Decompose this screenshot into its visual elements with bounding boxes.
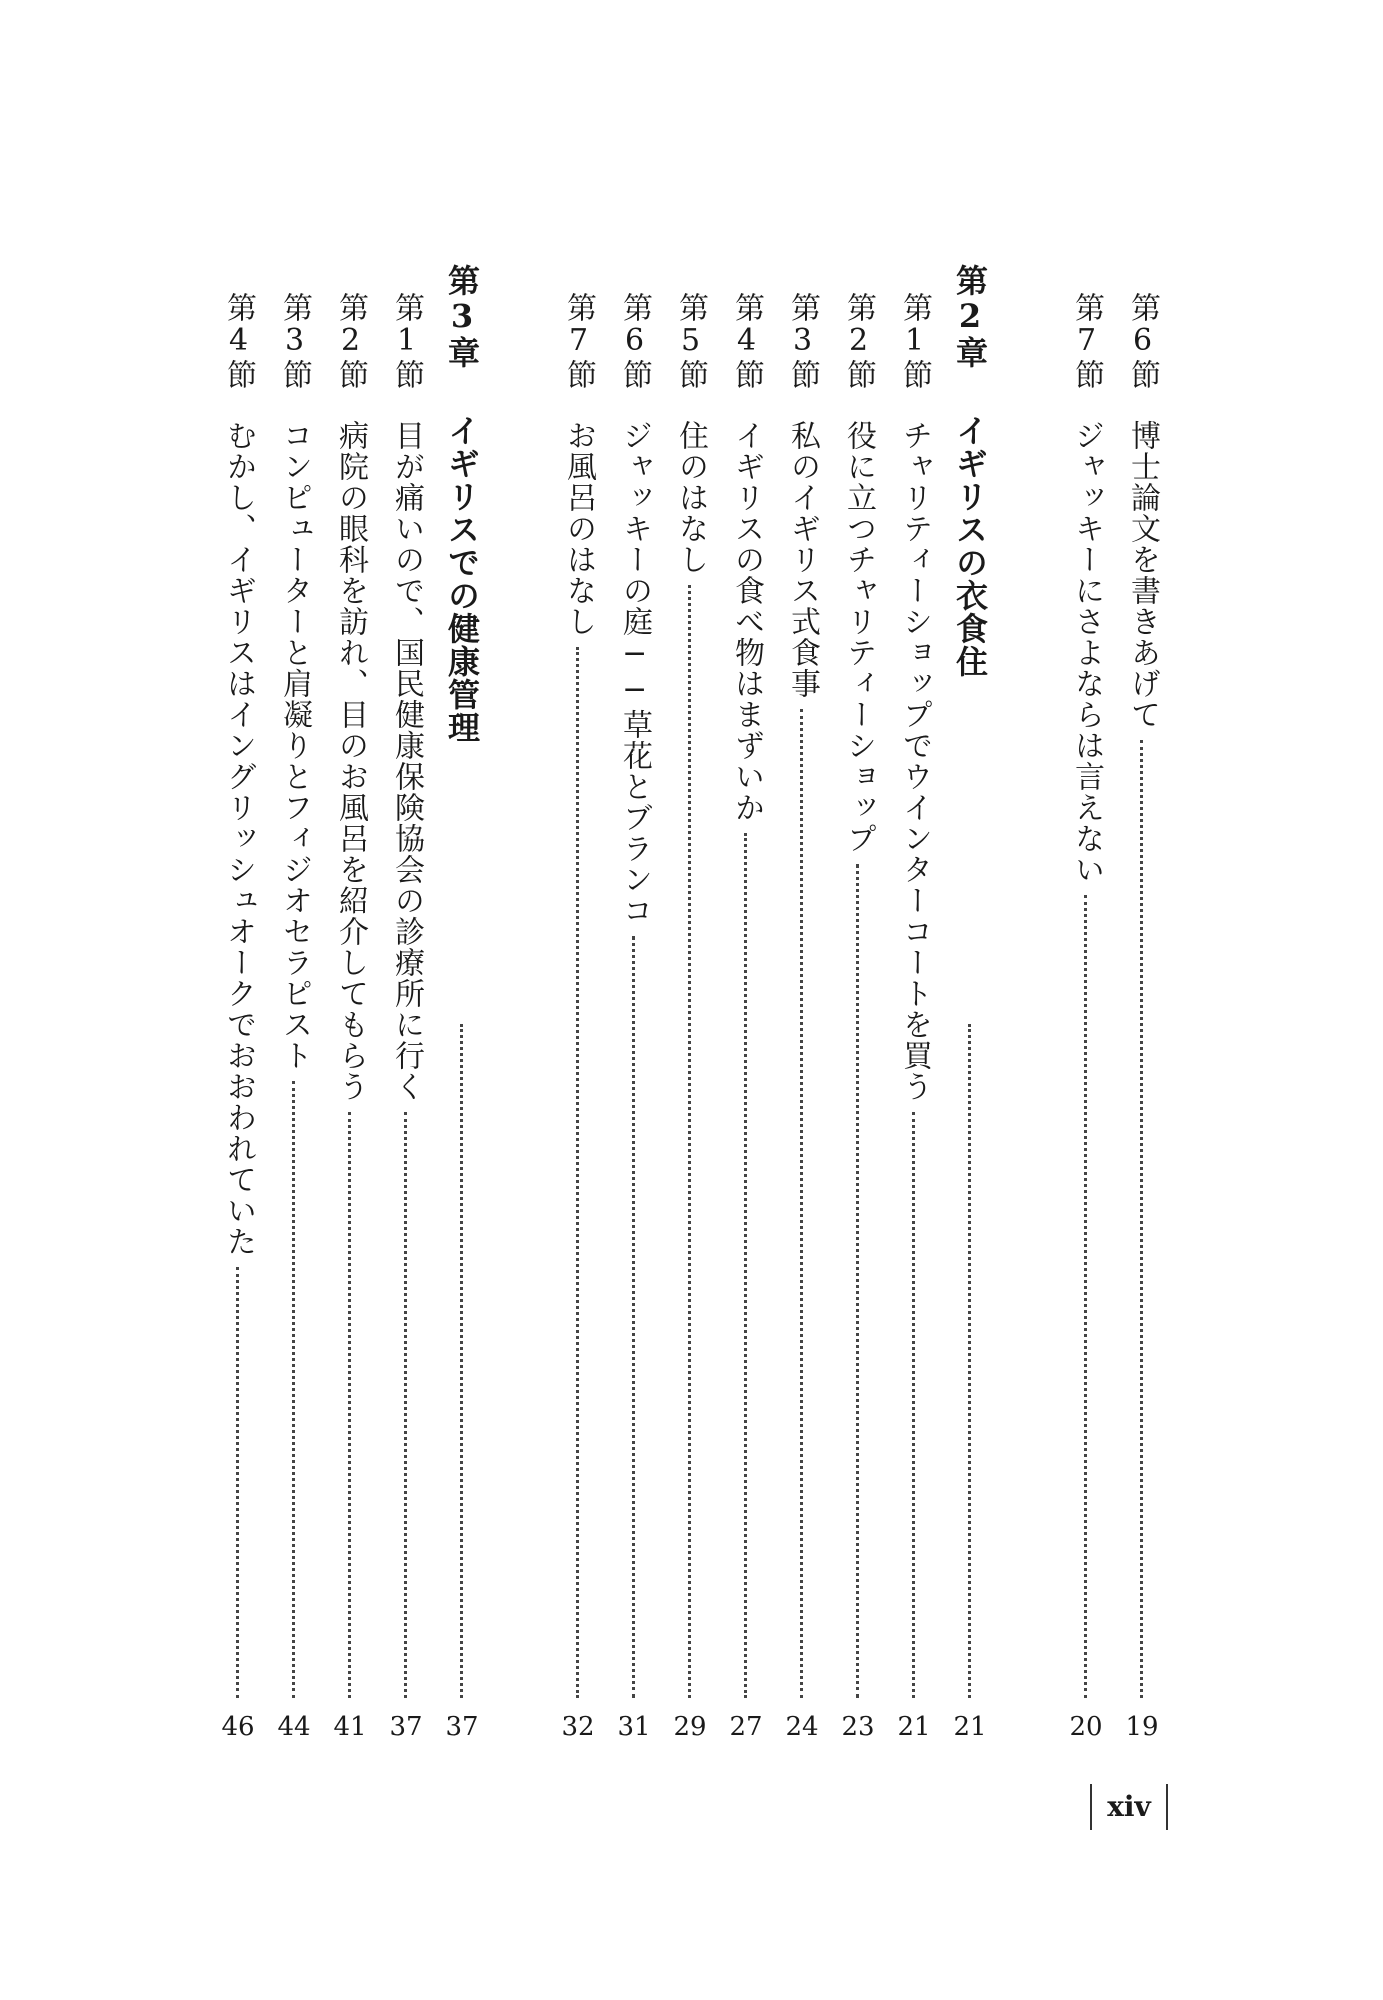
section-title: お風呂のはなし xyxy=(561,420,596,637)
page-number: 31 xyxy=(617,1712,651,1742)
chapter-title: イギリスの衣食住 xyxy=(951,414,989,678)
section-title: 博士論文を書きあげて xyxy=(1125,420,1160,730)
toc-entry xyxy=(836,292,880,1748)
dot-leader xyxy=(744,833,747,1698)
section-number: 第6節 xyxy=(617,292,652,390)
section-number: 第7節 xyxy=(1069,292,1104,390)
page-number: 21 xyxy=(953,1712,987,1742)
section-title: ジャッキーの庭──草花とブランコ xyxy=(617,420,652,926)
dot-leader xyxy=(348,1112,351,1698)
dot-leader xyxy=(236,1267,239,1698)
toc-chapter xyxy=(440,264,484,1742)
folio-rule-left xyxy=(1090,1784,1092,1830)
toc-entry xyxy=(556,292,600,1748)
page-number: 19 xyxy=(1125,1712,1159,1742)
page-number: 20 xyxy=(1069,1712,1103,1742)
page-number: 41 xyxy=(333,1712,367,1742)
page-number: 24 xyxy=(785,1712,819,1742)
section-title: 病院の眼科を訪れ、目のお風呂を紹介してもらう xyxy=(333,420,368,1102)
page-number: 23 xyxy=(841,1712,875,1742)
dot-leader xyxy=(856,864,859,1698)
folio-rule-right xyxy=(1166,1784,1168,1830)
section-title: チャリティーショップでウインターコートを買う xyxy=(897,420,932,1102)
section-title: 役に立つチャリティーショップ xyxy=(841,420,876,854)
chapter-title: イギリスでの健康管理 xyxy=(443,414,481,744)
dot-leader xyxy=(632,936,635,1698)
section-number: 第1節 xyxy=(897,292,932,390)
section-number: 第6節 xyxy=(1125,292,1160,390)
section-number: 第5節 xyxy=(673,292,708,390)
dot-leader xyxy=(460,1024,463,1698)
page-number: 32 xyxy=(561,1712,595,1742)
section-title: コンピューターと肩凝りとフィジオセラピスト xyxy=(277,420,312,1071)
dot-leader xyxy=(688,585,691,1698)
section-title: 住のはなし xyxy=(673,420,708,575)
toc-entry xyxy=(1120,292,1164,1748)
dot-leader xyxy=(576,647,579,1698)
section-number: 第1節 xyxy=(389,292,424,390)
toc-entry xyxy=(724,292,768,1748)
toc-entry xyxy=(780,292,824,1748)
section-number: 第2節 xyxy=(841,292,876,390)
folio-page-number: xiv xyxy=(1107,1790,1151,1823)
section-number: 第7節 xyxy=(561,292,596,390)
page-number: 27 xyxy=(729,1712,763,1742)
section-number: 第3節 xyxy=(785,292,820,390)
dot-leader xyxy=(1084,895,1087,1698)
page-number: 37 xyxy=(445,1712,479,1742)
chapter-number: 第2章 xyxy=(951,264,989,369)
page-number: 29 xyxy=(673,1712,707,1742)
toc-entry xyxy=(1064,292,1108,1748)
page-number: 46 xyxy=(221,1712,255,1742)
toc-entry xyxy=(668,292,712,1748)
section-number: 第3節 xyxy=(277,292,312,390)
dot-leader xyxy=(800,709,803,1698)
dot-leader xyxy=(1140,740,1143,1698)
section-title: むかし、イギリスはイングリッシュオークでおおわれていた xyxy=(221,420,256,1257)
section-title: 目が痛いので、国民健康保険協会の診療所に行く xyxy=(389,420,424,1102)
dot-leader xyxy=(968,1024,971,1698)
page-number: 21 xyxy=(897,1712,931,1742)
chapter-number: 第3章 xyxy=(443,264,481,369)
section-title: ジャッキーにさよならは言えない xyxy=(1069,420,1104,885)
toc-entry xyxy=(892,292,936,1748)
toc-entry xyxy=(612,292,656,1748)
dot-leader xyxy=(292,1081,295,1698)
page-number: 37 xyxy=(389,1712,423,1742)
toc-entry xyxy=(384,292,428,1748)
toc-entry xyxy=(328,292,372,1748)
section-title: イギリスの食べ物はまずいか xyxy=(729,420,764,823)
toc-chapter xyxy=(948,264,992,1742)
section-number: 第4節 xyxy=(221,292,256,390)
page-number: 44 xyxy=(277,1712,311,1742)
toc-entry xyxy=(272,292,316,1748)
dot-leader xyxy=(912,1112,915,1698)
section-number: 第2節 xyxy=(333,292,368,390)
section-title: 私のイギリス式食事 xyxy=(785,420,820,699)
toc-entry xyxy=(216,292,260,1748)
dot-leader xyxy=(404,1112,407,1698)
section-number: 第4節 xyxy=(729,292,764,390)
